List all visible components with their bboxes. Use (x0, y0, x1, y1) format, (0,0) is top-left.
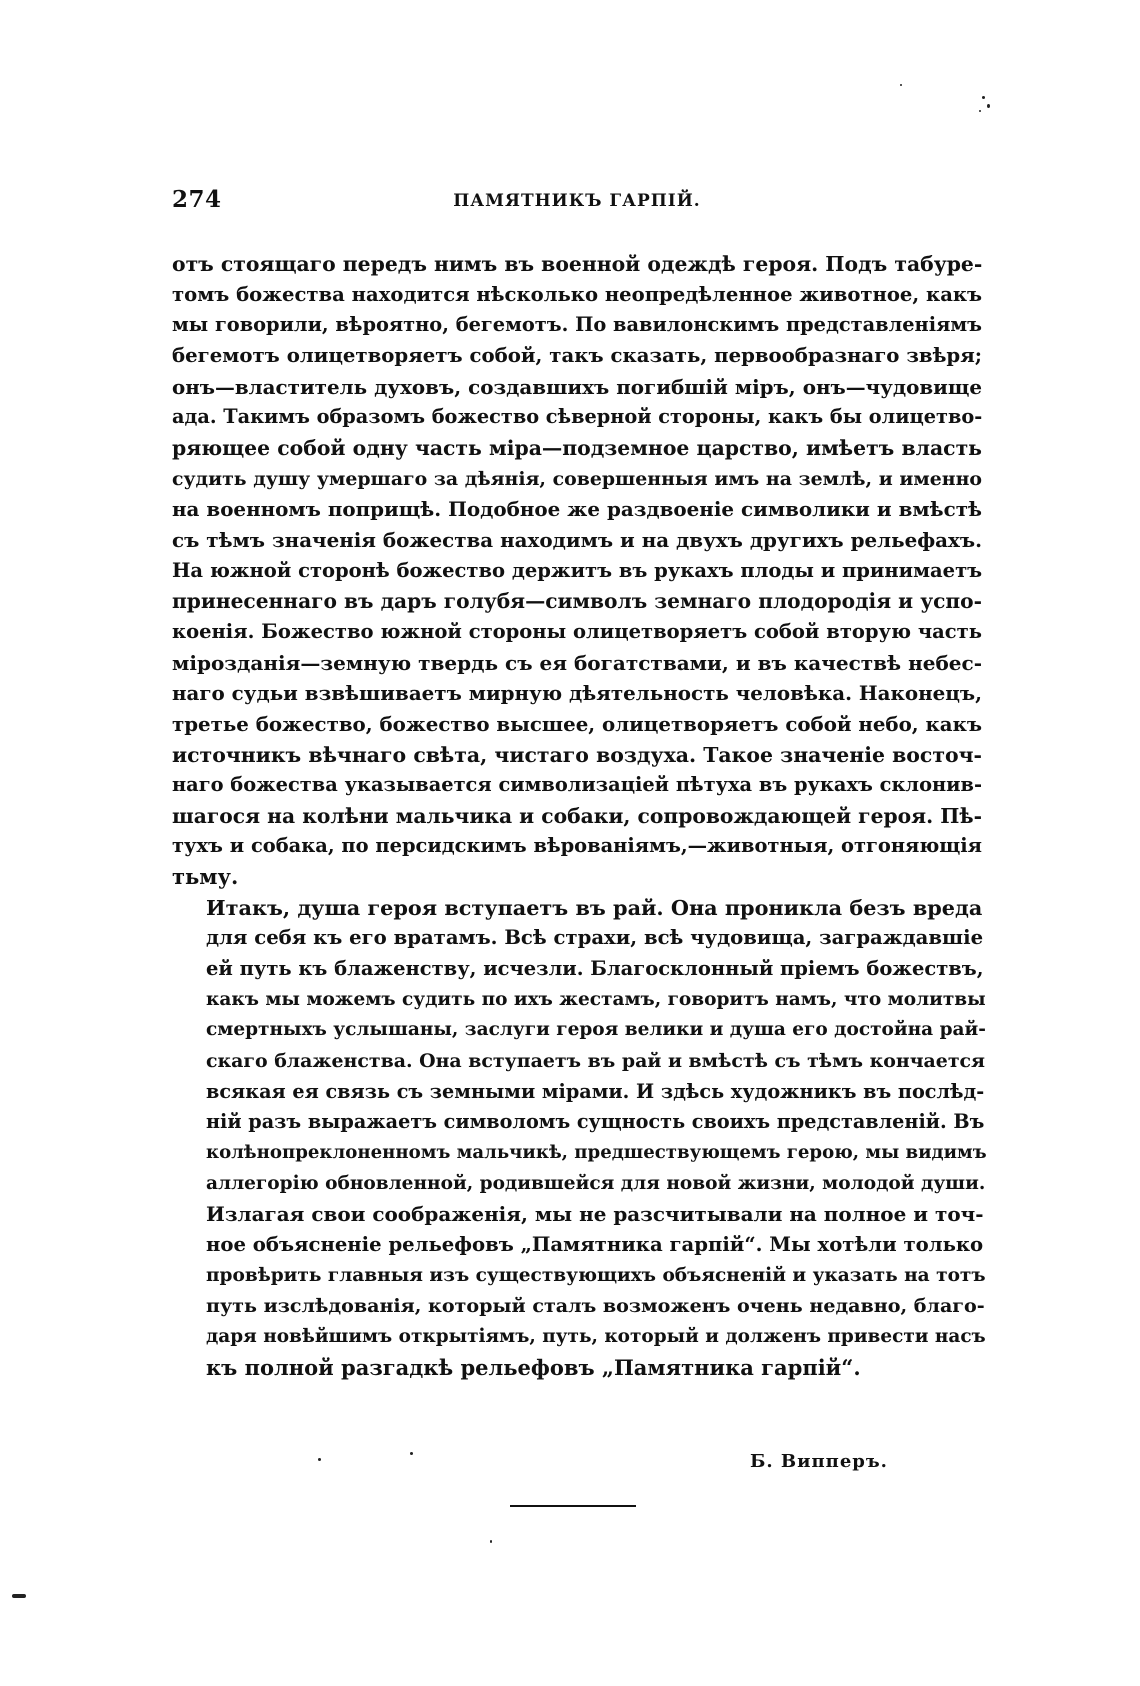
text-line: ей путь къ блаженству, исчезли. Благосклонный пріемъ божествъ, (206, 957, 984, 981)
text-line: источникъ вѣчнаго свѣта, чистаго воздуха. Такое значеніе восточ- (172, 742, 982, 767)
text-line: ное объясненіе рельефовъ „Памятника гарпій“. Мы хотѣли только (206, 1233, 984, 1256)
text-line: ряющее собой одну часть міра—подземное царство, имѣетъ власть (172, 435, 982, 460)
author-signature: Б. Випперъ. (750, 1451, 888, 1472)
text-line: бегемотъ олицетворяетъ собой, такъ сказать, первообразнаго звѣря; (172, 343, 982, 367)
text-line: наго судьи взвѣшиваетъ мирную дѣятельность человѣка. Наконецъ, (172, 681, 983, 706)
text-line: отъ стоящаго передъ нимъ въ военной одеждѣ героя. Подъ табуре- (172, 252, 983, 276)
scan-speck (318, 1458, 321, 1461)
paragraph (172, 1199, 986, 1383)
page-number: 274 (172, 186, 222, 213)
text-line: ада. Такимъ образомъ божество сѣверной стороны, какъ бы олицетво- (172, 405, 983, 429)
text-line: коенія. Божество южной стороны олицетворяетъ собой вторую часть (172, 619, 982, 643)
text-line: шагося на колѣни мальчика и собаки, сопровождающей героя. Пѣ- (172, 803, 982, 828)
text-line: принесеннаго въ даръ голубя—символъ земнаго плодородія и успо- (172, 589, 982, 614)
text-line: ній разъ выражаетъ символомъ сущность своихъ представленій. Въ (206, 1110, 985, 1134)
text-line: Итакъ, душа героя вступаетъ въ рай. Она проникла безъ вреда (206, 894, 983, 920)
text-line: съ тѣмъ значенія божества находимъ и на двухъ другихъ рельефахъ. (172, 527, 982, 552)
scan-speck (410, 1452, 413, 1455)
text-line: онъ—властитель духовъ, создавшихъ погибшій міръ, онъ—чудовище (172, 374, 982, 399)
paragraph (172, 893, 987, 1200)
end-rule (510, 1505, 636, 1507)
text-line: колѣнопреклоненномъ мальчикѣ, предшествующемъ герою, мы видимъ (206, 1142, 987, 1164)
text-line: путь изслѣдованія, который сталъ возможенъ очень недавно, благо- (206, 1294, 985, 1318)
text-line: третье божество, божество высшее, олицетворяетъ собой небо, какъ (172, 711, 982, 736)
text-line: къ полной разгадкѣ рельефовъ „Памятника гарпій“. (206, 1354, 861, 1380)
text-line: всякая ея связь съ земными мірами. И здѣсь художникъ въ послѣд- (206, 1079, 985, 1103)
text-line: судить душу умершаго за дѣянія, совершенныя имъ на землѣ, и именно (172, 467, 982, 490)
text-line: мы говорили, вѣроятно, бегемотъ. По вавилонскимъ представленіямъ (172, 313, 982, 337)
scan-speck (900, 84, 902, 86)
text-line: скаго блаженства. Она вступаетъ въ рай и вмѣстѣ съ тѣмъ кончается (206, 1050, 986, 1073)
text-line: на военномъ поприщѣ. Подобное же раздвоеніе символики и вмѣстѣ (172, 497, 982, 522)
text-line: томъ божества находится нѣсколько неопредѣленное животное, какъ (172, 282, 983, 306)
text-line: для себя къ его вратамъ. Всѣ страхи, всѣ чудовища, заграждавшіе (206, 926, 984, 950)
text-line: аллегорію обновленной, родившейся для новой жизни, молодой души. (206, 1172, 986, 1194)
scan-speck (979, 110, 981, 112)
text-line: мірозданія—земную твердь съ ея богатствами, и въ качествѣ небес- (172, 650, 982, 675)
text-line: провѣрить главныя изъ существующихъ объясненій и указать на тотъ (206, 1264, 986, 1286)
text-line: наго божества указывается символизаціей пѣтуха въ рукахъ склонив- (172, 773, 982, 797)
text-line: Излагая свои соображенія, мы не разсчитывали на полное и точ- (206, 1202, 984, 1227)
scan-speck (982, 96, 985, 99)
scan-speck (490, 1540, 492, 1543)
text-line: смертныхъ услышаны, заслуги героя велики и душа его достойна рай- (206, 1019, 986, 1041)
article-body (172, 249, 987, 1383)
text-line: На южной сторонѣ божество держитъ въ рукахъ плоды и принимаетъ (172, 558, 983, 582)
text-line: тьму. (172, 864, 239, 890)
scan-speck (12, 1594, 26, 1598)
paragraph (172, 249, 982, 893)
text-line: даря новѣйшимъ открытіямъ, путь, который и долженъ привести насъ (206, 1325, 986, 1347)
text-line: тухъ и собака, по персидскимъ вѣрованіямъ,—животныя, отгоняющія (172, 834, 982, 858)
text-line: какъ мы можемъ судить по ихъ жестамъ, говоритъ намъ, что молитвы (206, 988, 986, 1010)
running-title: ПАМЯТНИКЪ ГАРПІЙ. (453, 191, 701, 211)
scan-speck (987, 104, 990, 108)
page-header (172, 186, 982, 222)
